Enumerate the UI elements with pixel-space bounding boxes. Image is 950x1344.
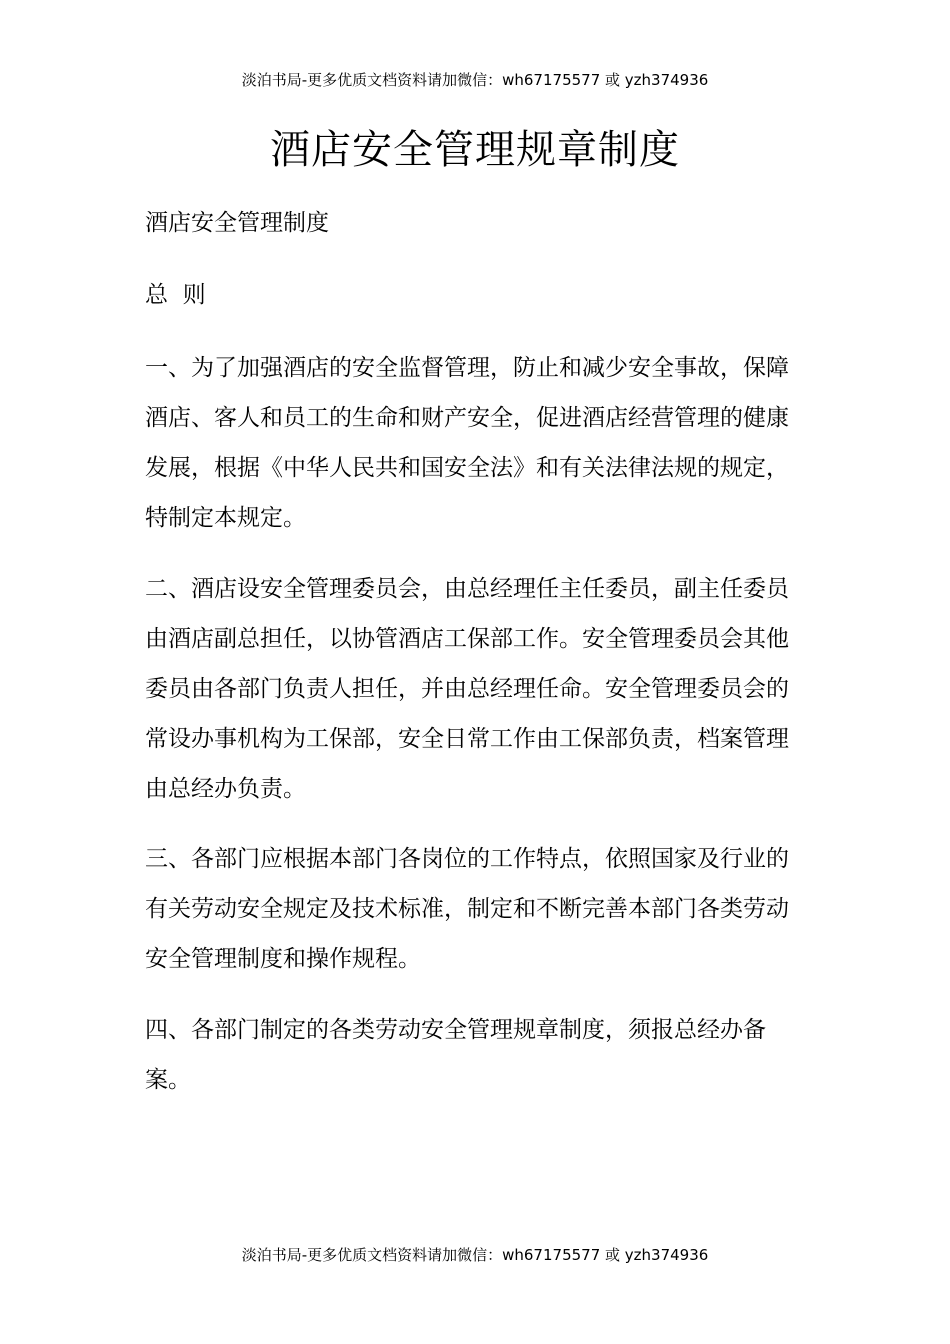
document-title: 酒店安全管理规章制度 bbox=[270, 127, 680, 173]
paragraph-1: 一、为了加强酒店的安全监督管理，防止和减少安全事故，保障酒店、客人和员工的生命和财产安全，促进酒店经营管理的健康发展，根据《中华人民共和国安全法》和有关法律法规的规定，特制定本规定。 bbox=[145, 355, 789, 531]
paragraph-3: 三、各部门应根据本部门各岗位的工作特点，依照国家及行业的有关劳动安全规定及技术标准，制定和不断完善本部门各类劳动安全管理制度和操作规程。 bbox=[145, 846, 789, 972]
paragraph-4: 四、各部门制定的各类劳动安全管理规章制度，须报总经办备案。 bbox=[145, 1017, 766, 1093]
section-heading: 总 则 bbox=[145, 282, 206, 308]
paragraph-2: 二、酒店设安全管理委员会，由总经理任主任委员，副主任委员由酒店副总担任，以协管酒店工保部工作。安全管理委员会其他委员由各部门负责人担任，并由总经理任命。安全管理委员会的常设办事机构为工保部，安全日常工作由工保部负责，档案管理由总经办负责。 bbox=[145, 576, 789, 802]
footer-watermark: 淡泊书局-更多优质文档资料请加微信：wh67175577 或 yzh374936 bbox=[241, 1246, 709, 1264]
document-subtitle: 酒店安全管理制度 bbox=[145, 210, 329, 236]
header-watermark: 淡泊书局-更多优质文档资料请加微信：wh67175577 或 yzh374936 bbox=[241, 71, 709, 89]
